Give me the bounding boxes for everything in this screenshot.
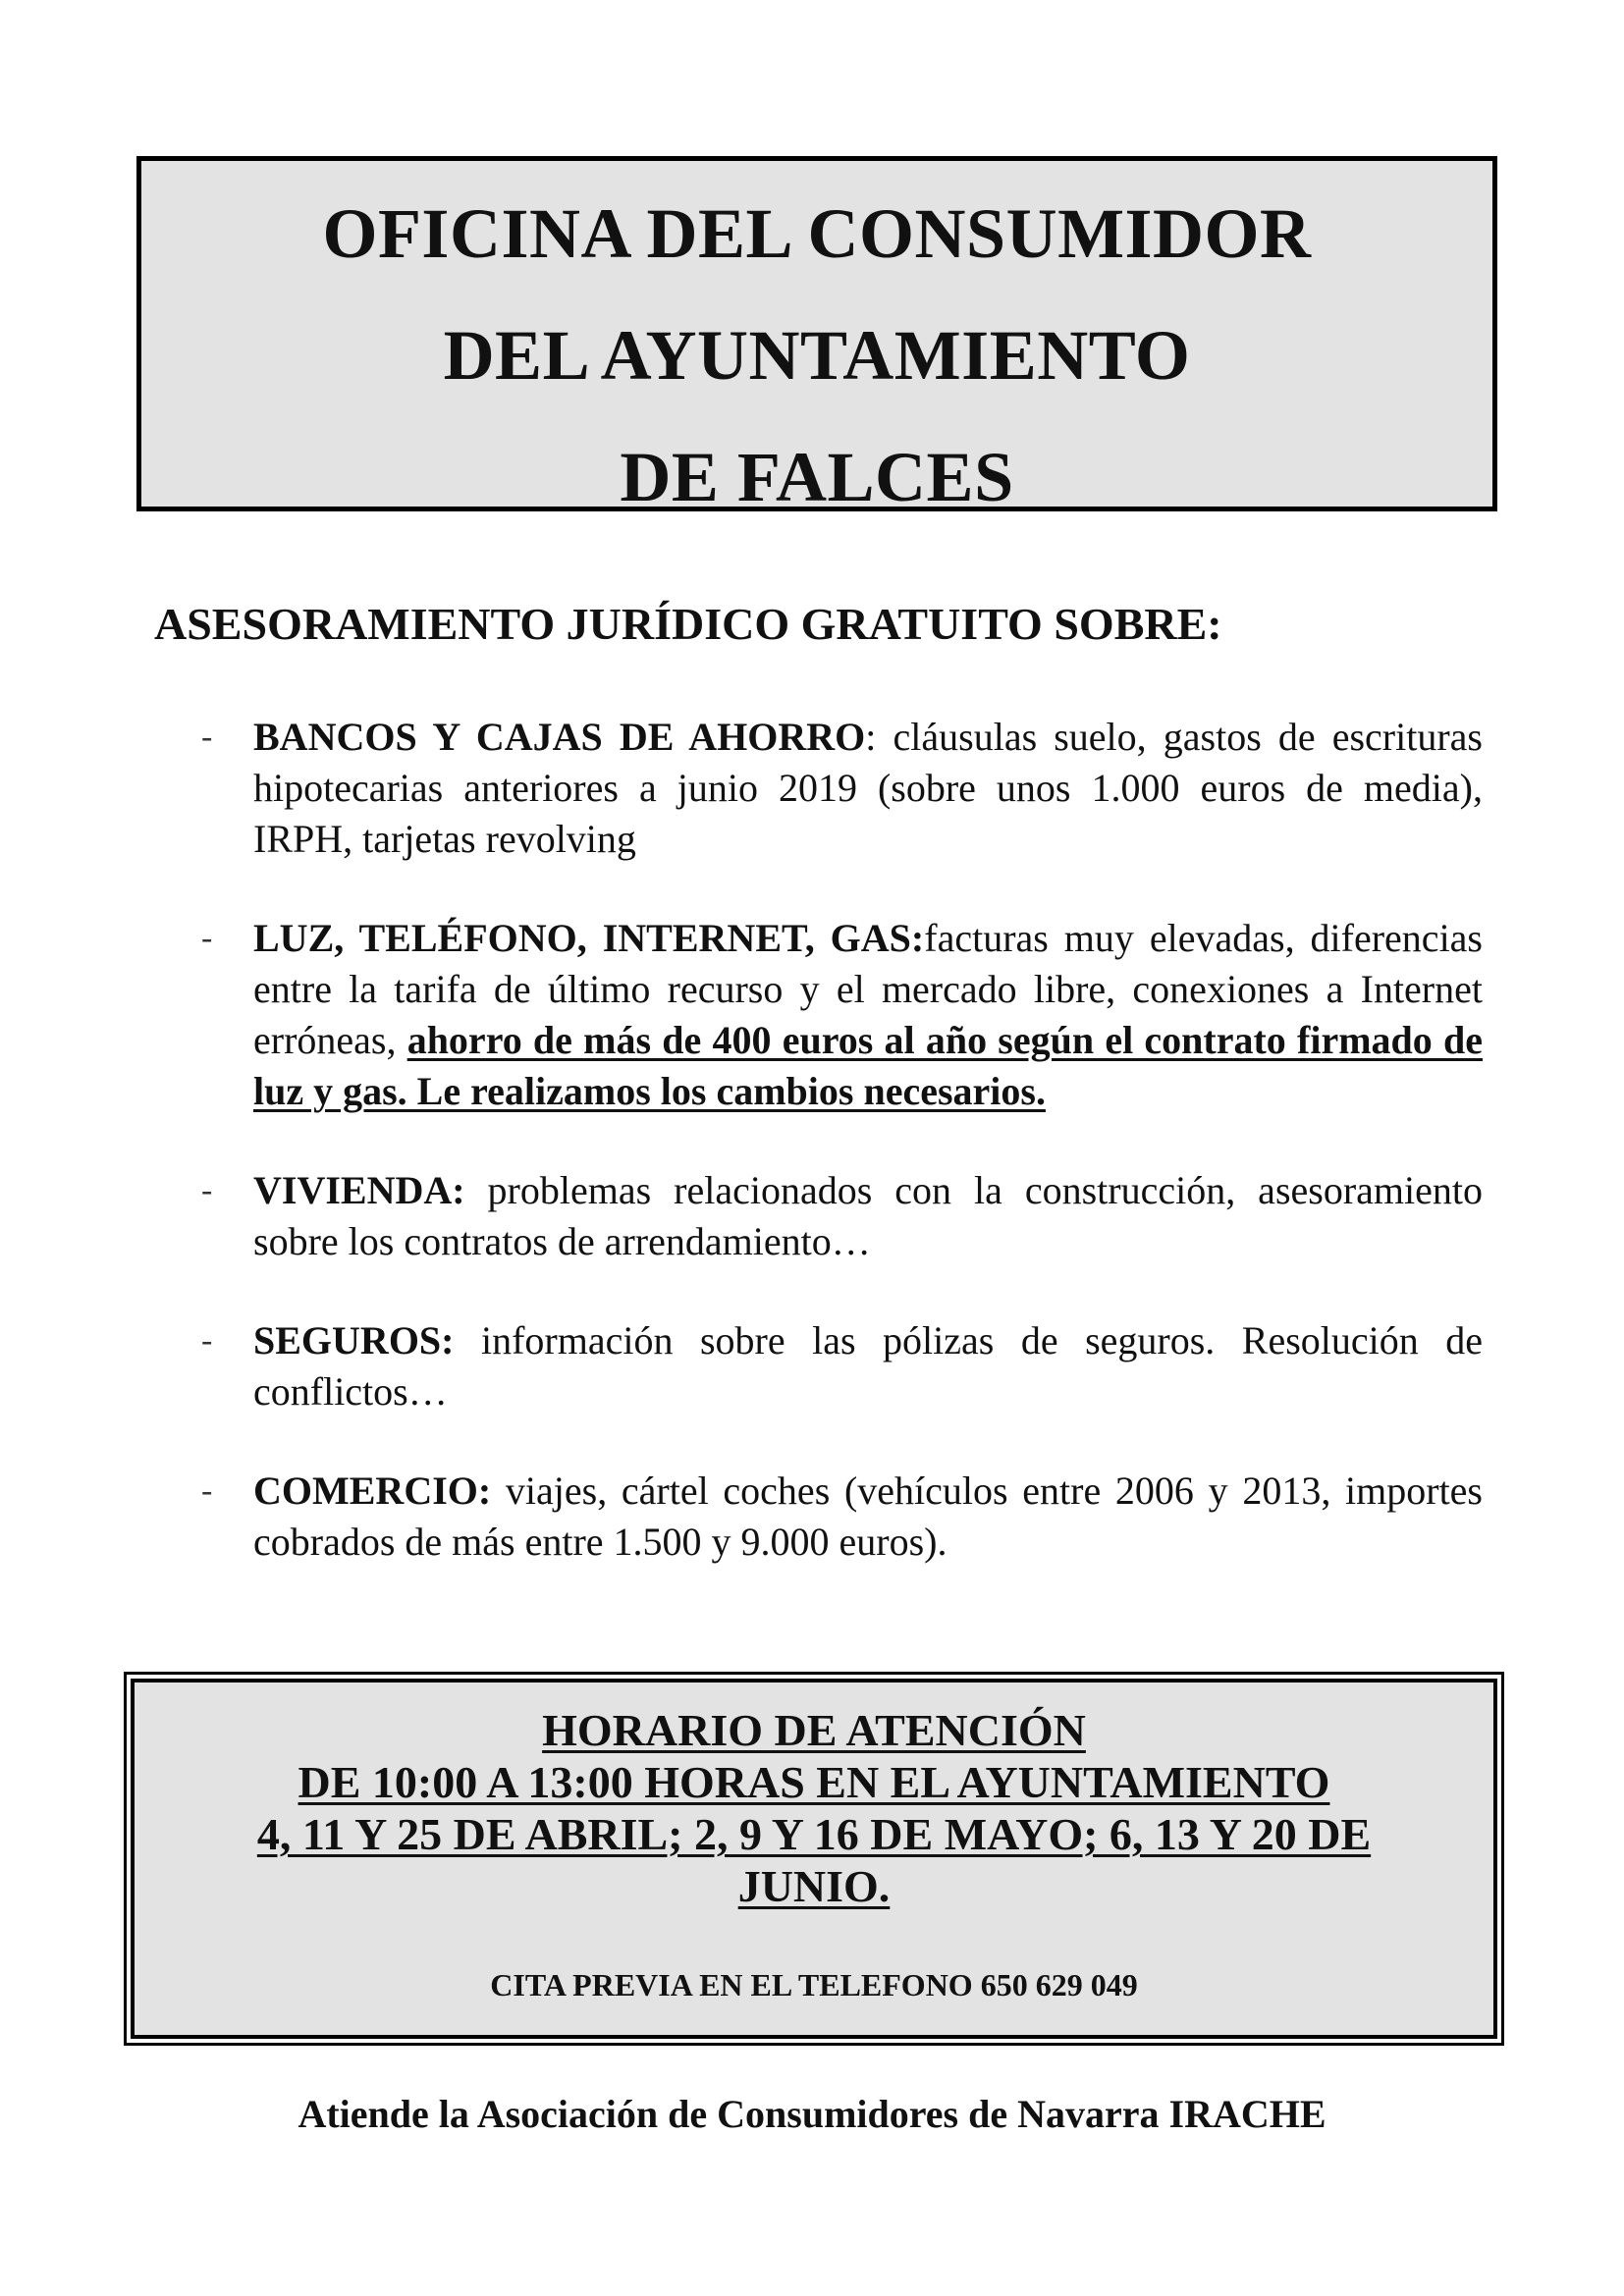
title-line-2: DEL AYUNTAMIENTO	[443, 316, 1191, 395]
dash-bullet: -	[201, 1472, 213, 1509]
services-list	[196, 712, 1483, 1616]
appointment-phone: CITA PREVIA EN EL TELEFONO 650 629 049	[490, 1967, 1138, 2002]
item-heading: BANCOS Y CAJAS DE AHORRO	[253, 715, 866, 759]
item-text: facturas muy elevadas, diferencias entre la tarifa de último recurso y el mercado libre, conexiones a Internet erróneas,	[253, 916, 1483, 1062]
item-text: problemas relacionados con la construcción, asesoramiento sobre los contratos de arrendamiento…	[253, 1168, 1483, 1263]
title-line-3: DE FALCES	[620, 438, 1014, 516]
dash-bullet: -	[201, 719, 213, 755]
item-text: : cláusulas suelo, gastos de escrituras hipotecarias anteriores a junio 2019 (sobre unos 1.000 euros de media), IRPH, tarjetas revolving	[253, 715, 1483, 861]
list-item-vivienda	[196, 1165, 1483, 1267]
item-text: viajes, cártel coches (vehículos entre 2006 y 2013, importes cobrados de más entre 1.500 y 9.000 euros).	[253, 1468, 1483, 1564]
schedule-hours: DE 10:00 A 13:00 HORAS EN EL AYUNTAMIENTO	[298, 1757, 1330, 1807]
schedule-dates-line-2: JUNIO.	[737, 1861, 891, 1911]
item-text: información sobre las pólizas de seguros. Resolución de conflictos…	[253, 1318, 1483, 1414]
dash-bullet: -	[201, 1322, 213, 1359]
item-heading: COMERCIO:	[253, 1468, 492, 1513]
list-item-luz	[196, 913, 1483, 1117]
item-heading: SEGUROS:	[253, 1318, 455, 1362]
title-box	[136, 156, 1497, 516]
dash-bullet: -	[201, 1172, 213, 1208]
item-heading: LUZ, TELÉFONO, INTERNET, GAS:	[253, 916, 925, 960]
dash-bullet: -	[201, 920, 213, 956]
schedule-dates-line-1: 4, 11 Y 25 DE ABRIL; 2, 9 Y 16 DE MAYO; 6, 13 Y 20 DE	[256, 1809, 1372, 1859]
schedule-heading: HORARIO DE ATENCIÓN	[542, 1705, 1086, 1755]
schedule-box	[131, 1679, 1497, 2039]
list-item-seguros	[196, 1315, 1483, 1417]
subheading: ASESORAMIENTO JURÍDICO GRATUITO SOBRE:	[154, 599, 1222, 649]
title-line-1: OFICINA DEL CONSUMIDOR	[322, 194, 1312, 273]
item-highlight: ahorro de más de 400 euros al año según el contrato firmado de luz y gas. Le realizamos los cambios necesarios.	[253, 1018, 1484, 1113]
list-item-bancos	[196, 712, 1483, 865]
list-item-comercio	[196, 1466, 1483, 1568]
item-heading: VIVIENDA:	[253, 1168, 465, 1212]
footer-attribution: Atiende la Asociación de Consumidores de Navarra IRACHE	[298, 2092, 1326, 2136]
